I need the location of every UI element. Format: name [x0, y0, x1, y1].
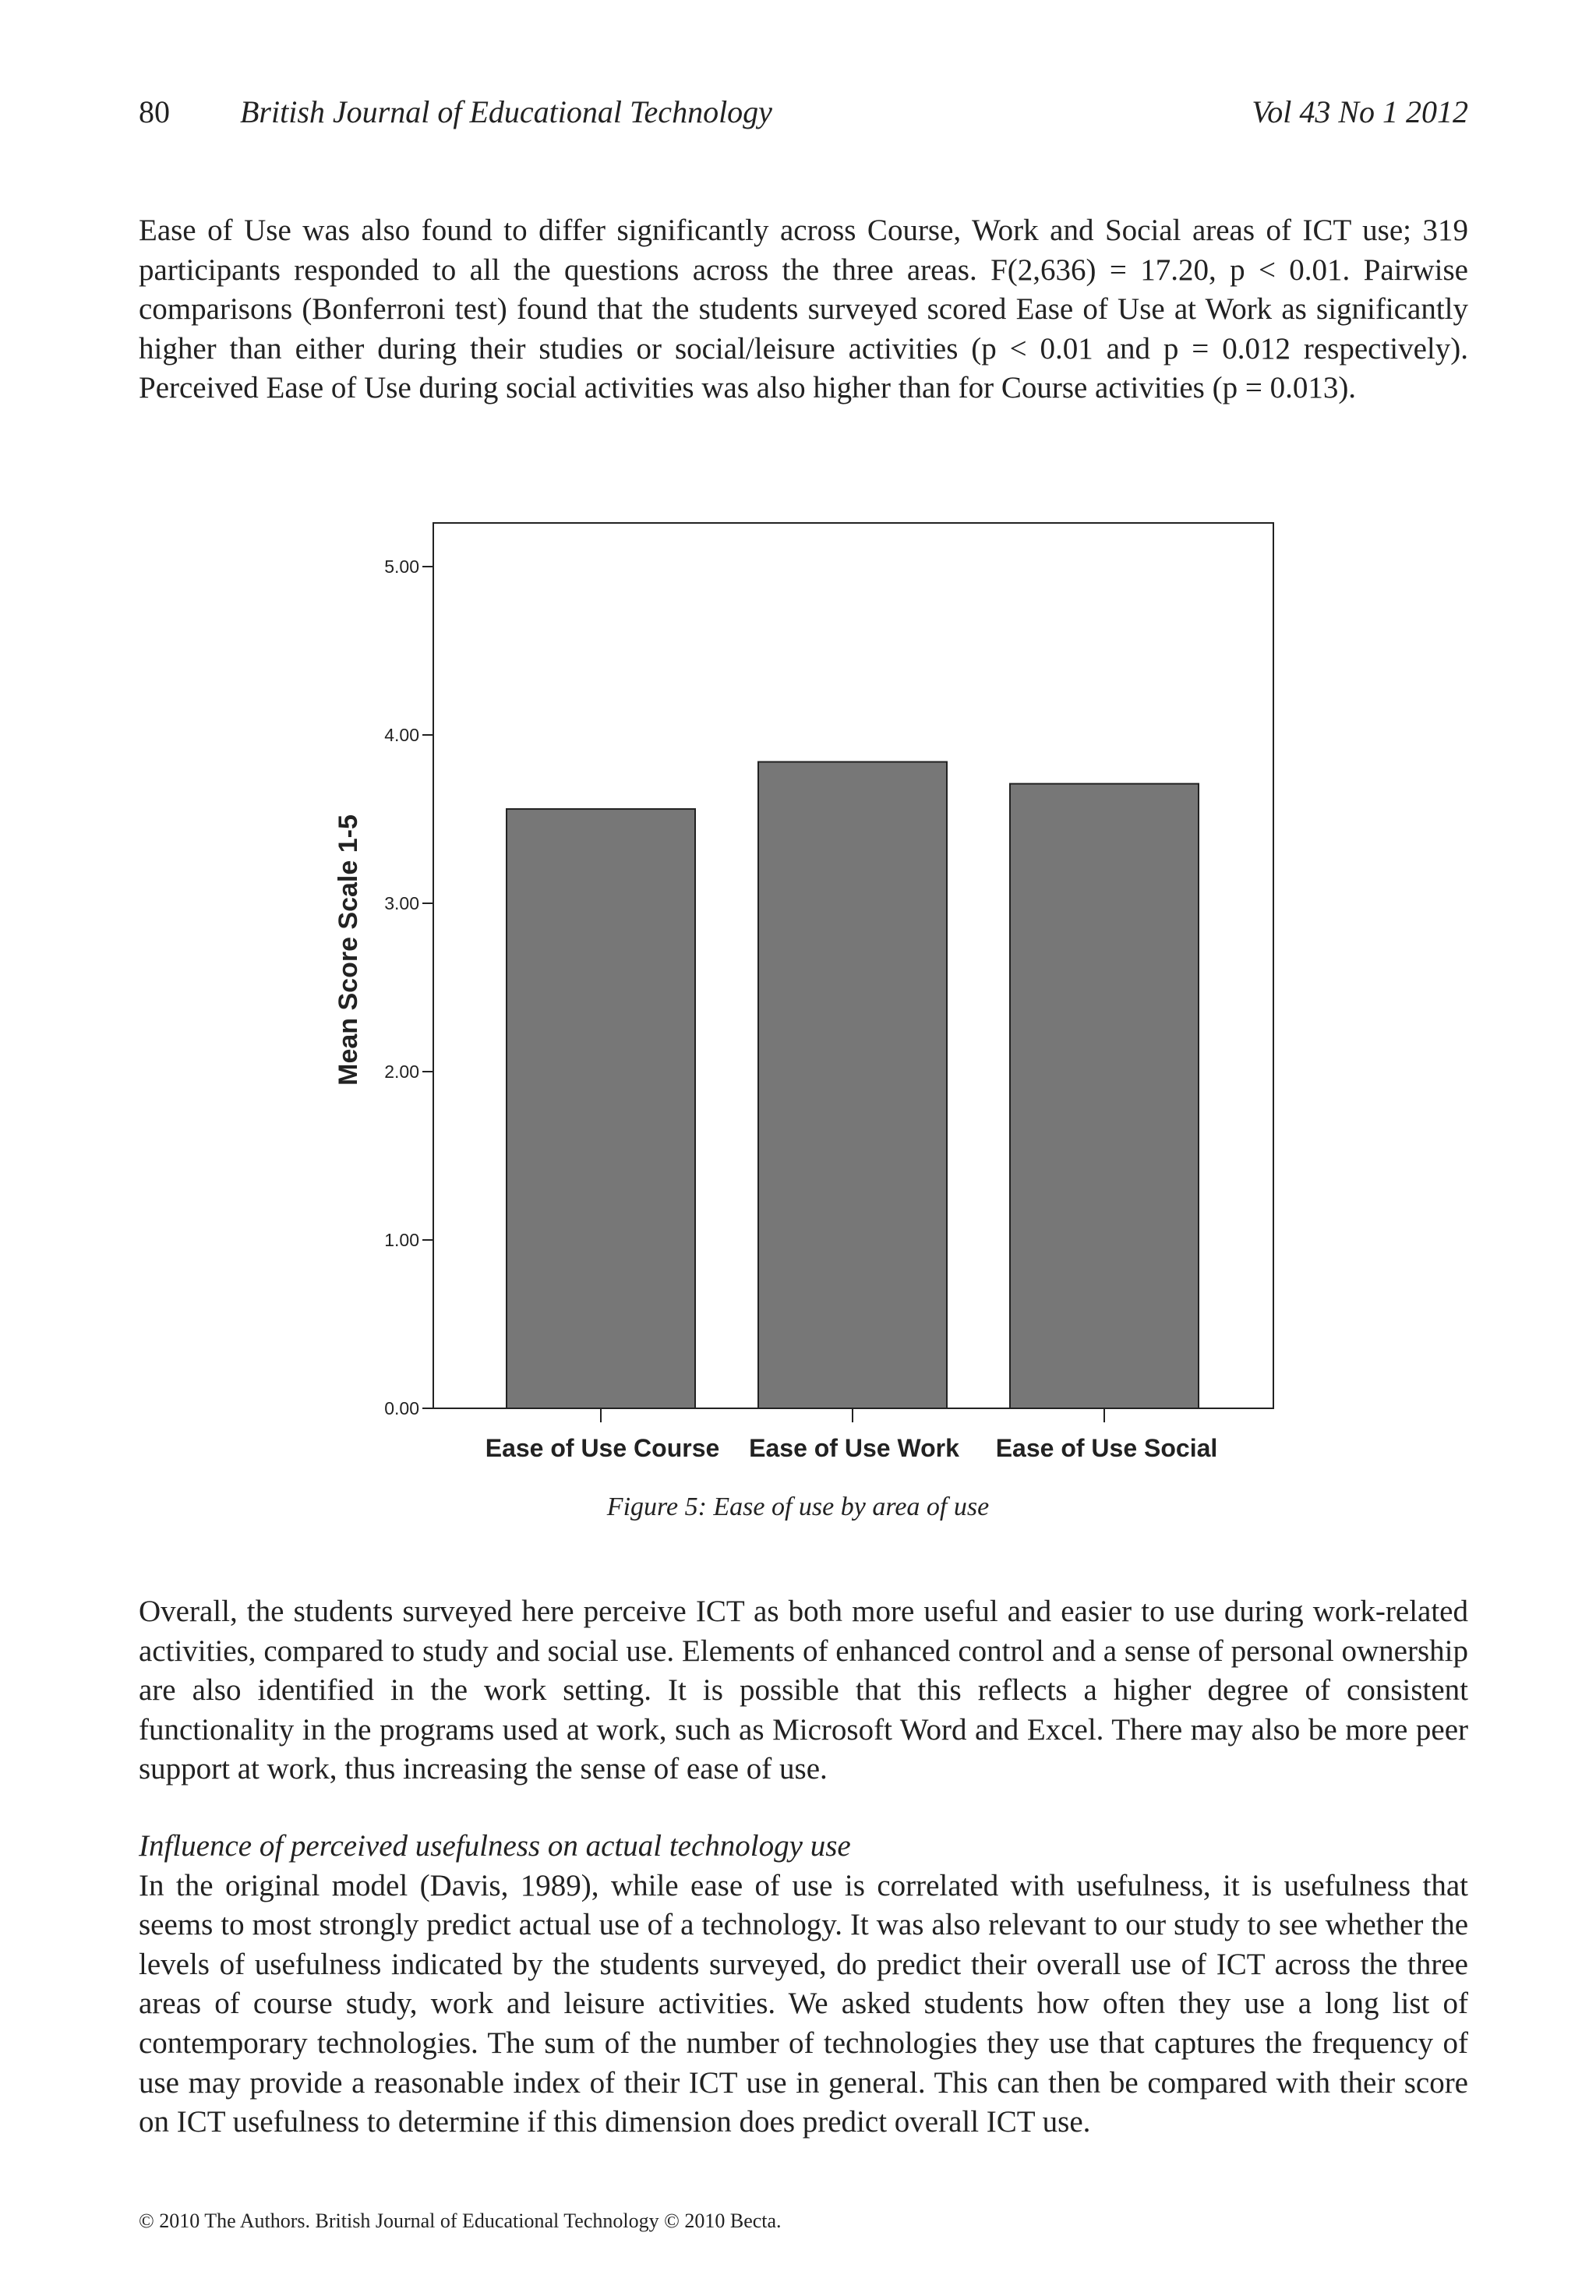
y-axis-title: Mean Score Scale 1-5	[334, 814, 363, 1086]
paragraph-ease-of-use-results: Ease of Use was also found to differ significantly across Course, Work and Social areas of ICT use; 319 participants responded to all the questions across the three areas. F(2,636) = 17.20, p < 0.01. Pairwise comparisons (Bonferroni test) found that the students surveyed scored Ease of Use at Work as significantly higher than either during their studies or social/leisure activities (p < 0.01 and p = 0.012 respectively). Perceived Ease of Use during social activities was also higher than for Course activities (p = 0.013).	[139, 214, 1468, 405]
y-tick-label: 1.00	[384, 1230, 419, 1250]
x-category-label: Ease of Use Social	[995, 1434, 1218, 1462]
paragraph-overall: Overall, the students surveyed here perceive ICT as both more useful and easier to use during work-related activities, compared to study and social use. Elements of enhanced control and a sense of personal ownership are also identified in the work setting. It is possible that this reflects a higher degree of consistent functionality in the programs used at work, such as Microsoft Word and Excel. There may also be more peer support at work, thus increasing the sense of ease of use.	[139, 1595, 1468, 1786]
paragraph-usefulness: In the original model (Davis, 1989), while ease of use is correlated with usefulness, it is usefulness that seems to most strongly predict actual use of a technology. It was also relevant to our study to see whether the levels of usefulness indicated by the students surveyed, do predict their overall use of ICT across the three areas of course study, work and leisure activities. We asked students how often they use a long list of contemporary technologies. The sum of the number of technologies they use that captures the frequency of use may provide a reasonable index of their ICT use in general. This can then be compared with their score on ICT usefulness to determine if this dimension does predict overall ICT use.	[139, 1868, 1468, 2139]
page-number: 80	[139, 94, 170, 129]
journal-title: British Journal of Educational Technology	[240, 94, 772, 129]
copyright-footer: © 2010 The Authors. British Journal of Educational Technology © 2010 Becta.	[139, 2209, 782, 2232]
bar	[1010, 784, 1199, 1408]
y-tick-label: 5.00	[384, 556, 419, 577]
y-tick-label: 4.00	[384, 725, 419, 745]
figure-caption: Figure 5: Ease of use by area of use	[606, 1492, 990, 1521]
y-tick-label: 0.00	[384, 1398, 419, 1418]
bar	[758, 762, 947, 1408]
volume-info: Vol 43 No 1 2012	[1252, 94, 1468, 129]
section-heading: Influence of perceived usefulness on actual technology use	[139, 1829, 851, 1863]
y-tick-label: 3.00	[384, 893, 419, 913]
bar	[507, 809, 695, 1408]
y-tick-label: 2.00	[384, 1061, 419, 1082]
x-category-label: Ease of Use Course	[485, 1434, 720, 1462]
x-category-label: Ease of Use Work	[749, 1434, 959, 1462]
section-block	[139, 1827, 1468, 2142]
